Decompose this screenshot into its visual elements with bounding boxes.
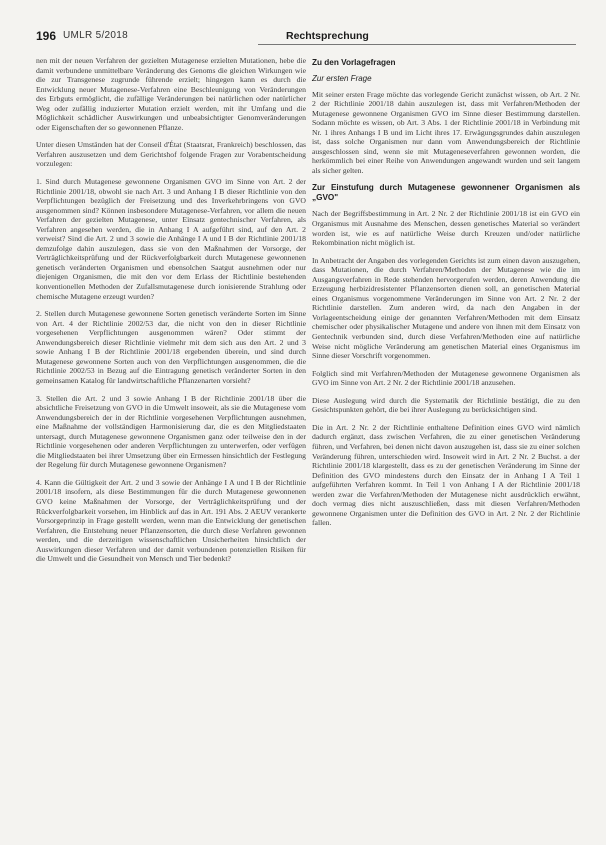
header-rule — [258, 44, 576, 45]
question-3: 3. Stellen die Art. 2 und 3 sowie Anhang I B der Richtlinie 2001/18 über die absichtliche Freisetzung von GVO in die Umwelt insoweit, als sie die Mutagenese vom Anwendungsbereich der in der Richtlinie vorgesehenen Verpflichtungen ausnehmen, eine Maßnahme der vollständigen Harmonisierung dar, die es den Mitgliedstaaten untersagt, durch Mutagenese gewonnene Organismen ganz oder teilweise den in der Richtlinie vorgesehenen oder anderen Verpflichtungen zu unterwerfen, oder verfügen die Mitgliedstaaten bei ihrer Umsetzung über ein Ermessen hinsichtlich der Festlegung der Regelung für durch Mutagenese gewonnene Organismen? — [36, 393, 306, 470]
question-1: 1. Sind durch Mutagenese gewonnene Organismen GVO im Sinne von Art. 2 der Richtlinie 2001/18, obwohl sie nach Art. 3 und Anhang I B dieser Richtlinie von den Verpflichtungen bezüglich der Freisetzung und des Inverkehrbringens von GVO ausgenommen sind? Können insbesondere Mutagenese-Verfahren, vor allem die neuen Verfahren der gezielten Mutagenese, unter Einsatz gentechnischer Verfahren, als Verfahren angesehen werden, die in Anhang I A aufgeführt sind, auf den Art. 2 verweist? Sind die Art. 2 und 3 sowie die Anhänge I A und I B der Richtlinie 2001/18 demzufolge dahin auszulegen, dass sie von den Maßnahmen der Vorsorge, der Verträglichkeitsprüfung und der Rückverfolgbarkeit durch Mutagenese gewonnenen genetisch veränderten Organismen und ebensolchen Saatgut ausnehmen oder nur diejenigen Organismen, die mit den vor dem Erlass der Richtlinie bestehenden konventionellen Methoden der Zufallsmutagenese durch ionisierende Strahlung oder chemische Mutagene erzeugt wurden? — [36, 177, 306, 301]
subsection-heading: Zur ersten Frage — [312, 74, 372, 83]
right-paragraph: Diese Auslegung wird durch die Systematik der Richtlinie bestätigt, die zu den Gesichtspunkten gehört, die bei ihrer Auslegung zu berücksichtigen sind. — [312, 395, 580, 415]
section-heading: Zu den Vorlagefragen — [312, 58, 396, 67]
left-paragraph: Unter diesen Umständen hat der Conseil d'État (Staatsrat, Frankreich) beschlossen, das Verfahren auszusetzen und dem Gerichtshof folgende Fragen zur Vorabentscheidung vorzulegen: — [36, 140, 306, 169]
question-2: 2. Stellen durch Mutagenese gewonnene Sorten genetisch veränderte Sorten im Sinne von Art. 4 der Richtlinie 2002/53 dar, die nicht von den in dieser Richtlinie vorgesehenen Verpflichtungen ausgenommen wären? Oder stimmt der Anwendungsbereich dieser Richtlinie vielmehr mit dem sich aus den Art. 2 und 3 sowie Anhang I B der Richtlinie 2001/18 ergebenden überein, und sind durch Mutagenese gewonnene Sorten auch von den Verpflichtungen ausgenommen, die die Richtlinie 2002/53 in Bezug auf die Eintragung genetisch veränderter Sorten in den gemeinsamen Katalog für landwirtschaftliche Pflanzenarten vorsieht? — [36, 309, 306, 385]
page-number: 196 — [36, 29, 57, 43]
question-4: 4. Kann die Gültigkeit der Art. 2 und 3 sowie der Anhänge I A und I B der Richtlinie 2001/18 insofern, als diese Bestimmungen für die durch Mutagenese gewonnenen GVO keine Maßnahmen der Vorsorge, der Verträglichkeitsprüfung und der Rückverfolgbarkeit vorsehen, im Hinblick auf das in Art. 191 Abs. 2 AEUV verankerte Vorsorgeprinzip in Frage gestellt werden, wenn man die Entwicklung der genetischen Verfahren, die Entstehung neuer Pflanzensorten, die durch diese Verfahren gewonnen werden, und die derzeitigen wissenschaftlichen Unsicherheiten hinsichtlich der Auswirkungen dieser Verfahren und der damit verbundenen potenziellen Risiken für die Umwelt und die Gesundheit von Mensch und Tier bedenkt? — [36, 477, 306, 564]
section-heading: Zur Einstufung durch Mutagenese gewonnener Organismen als „GVO" — [312, 183, 580, 203]
right-paragraph: In Anbetracht der Angaben des vorlegenden Gerichts ist zum einen davon auszugehen, dass Mutationen, die durch Verfahren/Methoden der Mutagenese wie die im Ausgangsverfahren in Rede stehenden hervorgerufen werden, deren Anwendung die Erzeugung herbizidresistenter Pflanzensorten dienen soll, an genetischen Material eines Organismus vorgenommene Veränderungen im Sinne von Art. 2 Nr. 2 der Richtlinie darstellen. Zum anderen wird, da nach den Angaben in der Vorlageentscheidung einige der genannten Verfahren/Methoden mit dem Einsatz chemischer oder physikalischer Mutagene und andere von ihnen mit dem Einsatz von Gentechnik verbunden sind, durch diese Verfahren/Methoden eine auf natürliche Weise nicht mögliche Veränderung am genetischen Material eines Organismus im Sinne dieser Vorschrift vorgenommen. — [312, 255, 580, 361]
right-paragraph: Mit seiner ersten Frage möchte das vorlegende Gericht zunächst wissen, ob Art. 2 Nr. 2 der Richtlinie 2001/18 dahin auszulegen ist, dass mit Verfahren/Methoden der Mutagenese gewonnene Organismen GVO im Sinne dieser Bestimmung darstellen. Sodann möchte es wissen, ob Art. 3 Abs. 1 der Richtlinie 2001/18 in Verbindung mit Nr. 1 ihres Anhangs I B und im Licht ihres 17. Erwägungsgrundes dahin auszulegen ist, dass solche Organismen nur dann vom Anwendungsbereich der Richtlinie ausgeschlossen sind, wenn sie mit Mutageneseverfahren gewonnen worden, die herkömmlich bei einer Reihe von Anwendungen angewandt wurden und seit langem als sicher gelten. — [312, 89, 580, 175]
right-paragraph: Nach der Begriffsbestimmung in Art. 2 Nr. 2 der Richtlinie 2001/18 ist ein GVO ein Organismus mit Ausnahme des Menschen, dessen genetisches Material so verändert worden ist, wie es auf natürliche Weise durch Kreuzen und/oder natürliche Rekombination nicht möglich ist. — [312, 209, 580, 248]
left-paragraph: nen mit der neuen Verfahren der gezielten Mutagenese erzielten Mutationen, hebe die damit verbundene unmittelbare Veränderung des Genoms die gleichen Wirkungen wie die zur Transgenese zugrunde führende erzielt; hingegen kann es durch die Entwicklung neuer Mutagenese-Verfahren eine Beschleunigung von Veränderungen des Erbguts ermöglicht, die zufällige Veränderungen bei natürlichen oder natürlicher Weg oder zufällig induzierter Mutation erzielt werden, mit ihr Umfang und die Möglichkeit schädlicher Auswirkungen und unbeabsichtigter Genomveränderungen oder Eigenschaften der so gewonnenen Pflanze. — [36, 56, 306, 132]
section-title: Rechtsprechung — [286, 30, 369, 42]
journal-name: UMLR 5/2018 — [63, 30, 128, 41]
right-paragraph: Die in Art. 2 Nr. 2 der Richtlinie enthaltene Definition eines GVO wird nämlich dadurch ergänzt, dass zwischen Verfahren, die zu einer genetischen Veränderung führen, und Verfahren, bei denen nicht davon auszugehen ist, dass sie zu einer solchen Veränderung führen, unterschieden wird. Insoweit wird in Art. 2 Nr. 2 Buchst. a der Richtlinie 2001/18 klargestellt, dass es zu der genetischen Veränderung im Sinne der Definition des GVO mindestens durch den Einsatz der in Anhang I A Teil 1 aufgeführten Verfahren kommt. In Teil 1 von Anhang I A der Richtlinie 2001/18 werden zwar die Verfahren/Methoden der Mutagenese nicht ausdrücklich erwähnt, doch vermag dies nicht auszuschließen, dass mit diesen Verfahren/Methoden gewonnene Organismen unter die Definition des GVO in Art. 2 Nr. 2 der Richtlinie fallen. — [312, 422, 580, 528]
right-paragraph: Folglich sind mit Verfahren/Methoden der Mutagenese gewonnene Organismen als GVO im Sinne von Art. 2 Nr. 2 der Richtlinie 2001/18 anzusehen. — [312, 368, 580, 388]
right-column — [312, 58, 580, 536]
page-header — [36, 26, 576, 48]
left-column — [36, 56, 306, 572]
